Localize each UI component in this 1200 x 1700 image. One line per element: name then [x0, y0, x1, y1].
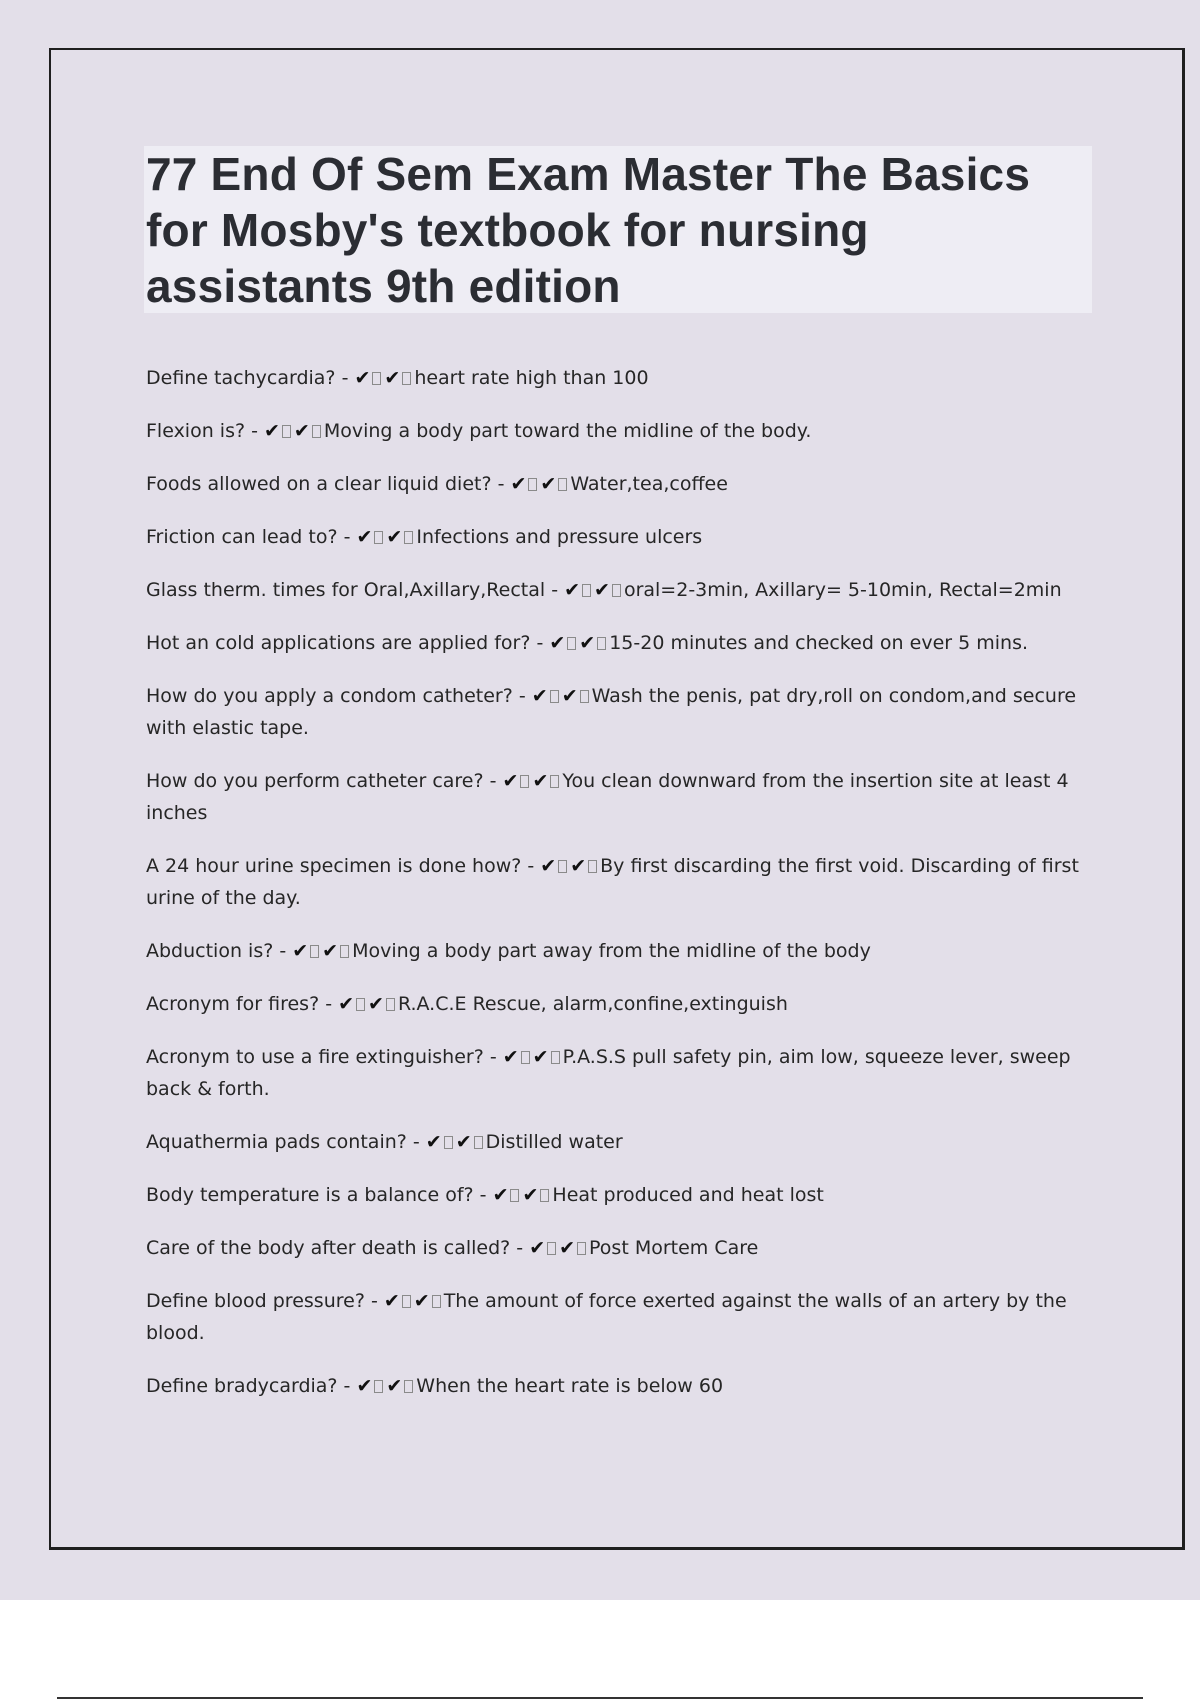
separator: -	[406, 1131, 426, 1153]
missing-glyph-box-icon	[374, 1380, 383, 1393]
check-mark-icon: ✔	[559, 1237, 576, 1259]
missing-glyph-box-icon	[444, 1136, 453, 1149]
check-mark-icon: ✔	[594, 579, 610, 601]
check-mark-icon: ✔	[322, 940, 339, 962]
missing-glyph-box-icon	[582, 584, 591, 597]
qa-item	[146, 574, 1096, 606]
answer-text: R.A.C.E Rescue, alarm,confine,extinguish	[397, 993, 788, 1015]
check-mark-icon: ✔	[354, 367, 371, 389]
check-mark-icon: ✔	[570, 855, 587, 877]
document-title: 77 End Of Sem Exam Master The Basics for Mosby's textbook for nursing assistants 9th edition	[146, 148, 1031, 312]
qa-item	[146, 362, 1096, 394]
check-mark-icon: ✔	[386, 526, 403, 548]
missing-glyph-box-icon	[521, 1051, 530, 1064]
question-text: Glass therm. times for Oral,Axillary,Rectal	[146, 579, 546, 601]
qa-item	[146, 468, 1096, 500]
check-mark-icon: ✔	[492, 1184, 509, 1206]
missing-glyph-box-icon	[312, 425, 321, 438]
check-mark-icon: ✔	[549, 632, 566, 654]
missing-glyph-box-icon	[547, 1242, 556, 1255]
check-mark-icon: ✔	[531, 685, 548, 707]
question-text: Define blood pressure?	[146, 1290, 365, 1312]
separator: -	[337, 526, 357, 548]
check-mark-icon: ✔	[356, 1375, 373, 1397]
check-mark-icon: ✔	[384, 367, 401, 389]
check-mark-icon: ✔	[561, 685, 578, 707]
bottom-rule	[57, 1697, 1143, 1699]
missing-glyph-box-icon	[510, 1189, 519, 1202]
answer-text: Water,tea,coffee	[570, 473, 728, 495]
qa-item	[146, 1126, 1096, 1158]
check-mark-icon: ✔	[540, 855, 557, 877]
separator: -	[530, 632, 550, 654]
check-mark-icon: ✔	[425, 1131, 442, 1153]
check-mark-icon: ✔	[532, 770, 549, 792]
missing-glyph-box-icon	[404, 531, 413, 544]
missing-glyph-box-icon	[520, 775, 529, 788]
qa-item	[146, 988, 1096, 1020]
separator: -	[483, 770, 503, 792]
answer-text: The amount of force exerted against the walls of an artery by the blood.	[146, 1290, 1067, 1344]
question-text: Acronym to use a fire extinguisher?	[146, 1046, 484, 1068]
question-text: Flexion is?	[146, 420, 246, 442]
missing-glyph-box-icon	[558, 860, 567, 873]
qa-item	[146, 935, 1096, 967]
question-text: Acronym for fires?	[146, 993, 320, 1015]
check-mark-icon: ✔	[510, 473, 527, 495]
missing-glyph-box-icon	[551, 1051, 560, 1064]
check-mark-icon: ✔	[338, 993, 355, 1015]
separator: -	[337, 1375, 357, 1397]
question-text: Body temperature is a balance of?	[146, 1184, 474, 1206]
question-text: How do you perform catheter care?	[146, 770, 484, 792]
question-text: Abduction is?	[146, 940, 274, 962]
check-mark-icon: ✔	[540, 473, 557, 495]
missing-glyph-box-icon	[612, 584, 621, 597]
question-text: Friction can lead to?	[146, 526, 338, 548]
check-mark-icon: ✔	[532, 1046, 549, 1068]
separator: -	[510, 1237, 530, 1259]
check-mark-icon: ✔	[292, 940, 309, 962]
qa-item	[146, 627, 1096, 659]
question-text: Foods allowed on a clear liquid diet?	[146, 473, 492, 495]
check-mark-icon: ✔	[502, 770, 519, 792]
qa-item	[146, 1285, 1096, 1349]
answer-text: You clean downward from the insertion site at least 4 inches	[146, 770, 1069, 824]
answer-text: When the heart rate is below 60	[416, 1375, 724, 1397]
check-mark-icon: ✔	[529, 1237, 546, 1259]
answer-text: P.A.S.S pull safety pin, aim low, squeeze lever, sweep back & forth.	[146, 1046, 1071, 1100]
missing-glyph-box-icon	[356, 998, 365, 1011]
question-text: Define tachycardia?	[146, 367, 336, 389]
missing-glyph-box-icon	[282, 425, 291, 438]
question-text: Hot an cold applications are applied for?	[146, 632, 531, 654]
answer-text: heart rate high than 100	[414, 367, 649, 389]
missing-glyph-box-icon	[386, 998, 395, 1011]
answer-text: Moving a body part toward the midline of the body.	[323, 420, 812, 442]
missing-glyph-box-icon	[528, 478, 537, 491]
question-text: A 24 hour urine specimen is done how?	[146, 855, 522, 877]
separator: -	[512, 685, 532, 707]
missing-glyph-box-icon	[550, 775, 559, 788]
missing-glyph-box-icon	[540, 1189, 549, 1202]
qa-list	[146, 362, 1096, 1423]
missing-glyph-box-icon	[374, 531, 383, 544]
question-text: Define bradycardia?	[146, 1375, 338, 1397]
separator: -	[483, 1046, 503, 1068]
missing-glyph-box-icon	[550, 690, 559, 703]
check-mark-icon: ✔	[413, 1290, 430, 1312]
answer-text: By first discarding the first void. Discarding of first urine of the day.	[146, 855, 1079, 909]
missing-glyph-box-icon	[597, 637, 606, 650]
missing-glyph-box-icon	[372, 372, 381, 385]
qa-item	[146, 1179, 1096, 1211]
check-mark-icon: ✔	[368, 993, 384, 1015]
missing-glyph-box-icon	[404, 1380, 413, 1393]
check-mark-icon: ✔	[455, 1131, 472, 1153]
qa-item	[146, 1370, 1096, 1402]
check-mark-icon: ✔	[356, 526, 373, 548]
qa-item	[146, 1232, 1096, 1264]
answer-text: Moving a body part away from the midline of the body	[352, 940, 871, 962]
separator: -	[273, 940, 293, 962]
missing-glyph-box-icon	[340, 945, 349, 958]
answer-text: 15-20 minutes and checked on ever 5 mins.	[609, 632, 1029, 654]
check-mark-icon: ✔	[293, 420, 310, 442]
answer-text: Heat produced and heat lost	[552, 1184, 824, 1206]
separator: -	[491, 473, 511, 495]
check-mark-icon: ✔	[579, 632, 596, 654]
qa-item	[146, 415, 1096, 447]
question-text: How do you apply a condom catheter?	[146, 685, 513, 707]
check-mark-icon: ✔	[383, 1290, 400, 1312]
missing-glyph-box-icon	[402, 1295, 411, 1308]
qa-item	[146, 680, 1096, 744]
missing-glyph-box-icon	[567, 637, 576, 650]
missing-glyph-box-icon	[558, 478, 567, 491]
separator: -	[545, 579, 565, 601]
check-mark-icon: ✔	[264, 420, 280, 442]
question-text: Aquathermia pads contain?	[146, 1131, 407, 1153]
missing-glyph-box-icon	[580, 690, 589, 703]
missing-glyph-box-icon	[432, 1295, 441, 1308]
qa-item	[146, 1041, 1096, 1105]
missing-glyph-box-icon	[474, 1136, 483, 1149]
separator: -	[245, 420, 264, 442]
question-text: Care of the body after death is called?	[146, 1237, 511, 1259]
separator: -	[364, 1290, 384, 1312]
separator: -	[335, 367, 355, 389]
check-mark-icon: ✔	[502, 1046, 519, 1068]
answer-text: Distilled water	[485, 1131, 623, 1153]
separator: -	[319, 993, 339, 1015]
answer-text: oral=2-3min, Axillary= 5-10min, Rectal=2min	[623, 579, 1062, 601]
check-mark-icon: ✔	[564, 579, 581, 601]
separator: -	[521, 855, 541, 877]
missing-glyph-box-icon	[310, 945, 319, 958]
check-mark-icon: ✔	[522, 1184, 539, 1206]
qa-item	[146, 521, 1096, 553]
qa-item	[146, 765, 1096, 829]
missing-glyph-box-icon	[588, 860, 597, 873]
answer-text: Infections and pressure ulcers	[416, 526, 703, 548]
qa-item	[146, 850, 1096, 914]
check-mark-icon: ✔	[386, 1375, 403, 1397]
answer-text: Post Mortem Care	[589, 1237, 759, 1259]
missing-glyph-box-icon	[402, 372, 411, 385]
answer-text: Wash the penis, pat dry,roll on condom,and secure with elastic tape.	[146, 685, 1077, 739]
title-box	[144, 146, 1092, 313]
separator: -	[473, 1184, 493, 1206]
missing-glyph-box-icon	[577, 1242, 586, 1255]
